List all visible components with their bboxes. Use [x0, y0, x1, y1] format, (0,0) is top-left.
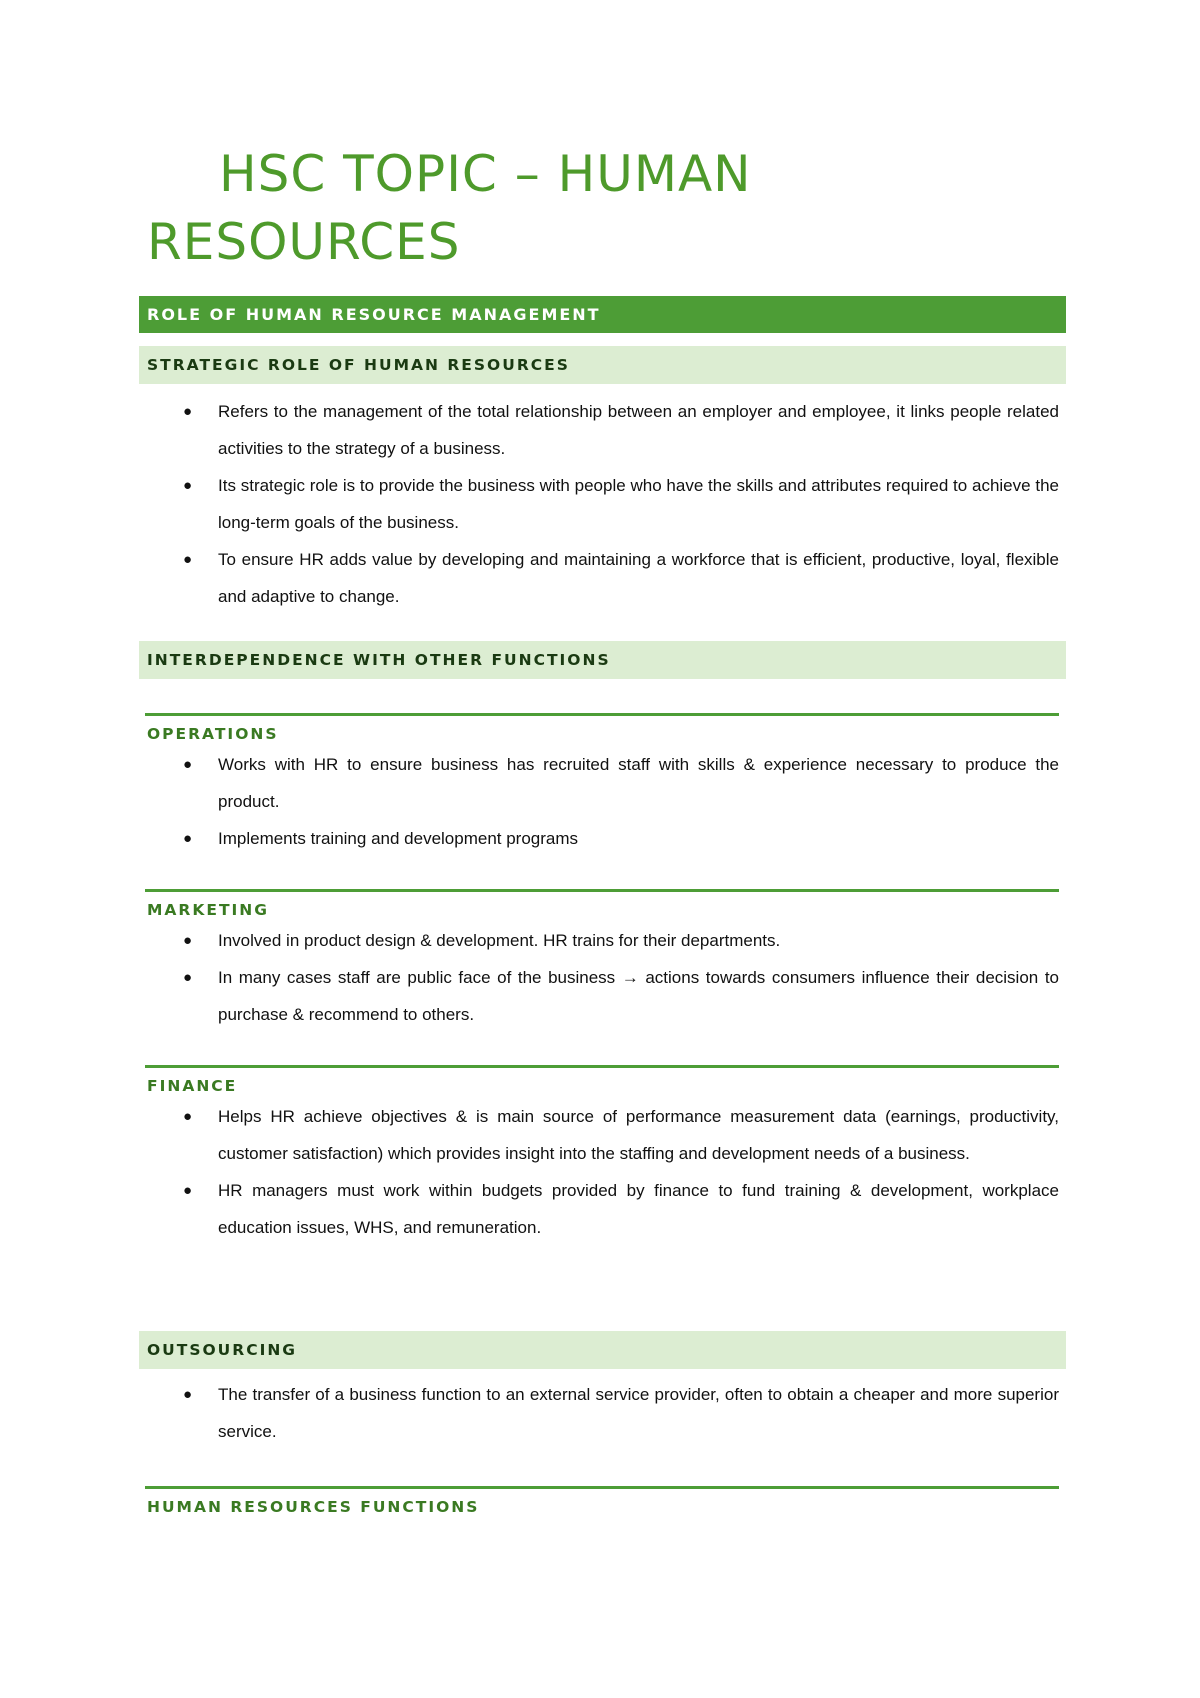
heading-hr-functions: HUMAN RESOURCES FUNCTIONS — [147, 1498, 480, 1516]
list-item: ● Refers to the management of the total relationship between an employer and employee, it links people related activities to the strategy of a business. — [180, 393, 1059, 467]
section-operations — [145, 713, 1059, 857]
list-item: ● Its strategic role is to provide the business with people who have the skills and attributes required to achieve the long-term goals of the business. — [180, 467, 1059, 541]
section-finance — [145, 1065, 1059, 1246]
bullet-icon: ● — [183, 477, 193, 494]
heading-operations: OPERATIONS — [147, 725, 279, 743]
document-title: HSC TOPIC – HUMAN RESOURCES — [147, 145, 752, 271]
bullet-icon: ● — [183, 403, 193, 420]
section-marketing — [145, 889, 1059, 1033]
heading-marketing: MARKETING — [147, 901, 269, 919]
heading-interdependence: INTERDEPENDENCE WITH OTHER FUNCTIONS — [139, 641, 1066, 679]
strategic-role-list — [180, 393, 1059, 615]
heading-role-of-hrm: ROLE OF HUMAN RESOURCE MANAGEMENT — [139, 296, 1066, 333]
list-item: ● To ensure HR adds value by developing and maintaining a workforce that is efficient, productive, loyal, flexible and adaptive to change. — [180, 541, 1059, 615]
list-item: ● Involved in product design & development. HR trains for their departments. — [180, 922, 1059, 959]
bullet-icon: ● — [183, 1182, 193, 1199]
bullet-icon: ● — [183, 932, 193, 949]
heading-finance: FINANCE — [147, 1077, 238, 1095]
list-item: ● HR managers must work within budgets provided by finance to fund training & development, workplace education issues, WHS, and remuneration. — [180, 1172, 1059, 1246]
heading-outsourcing: OUTSOURCING — [139, 1331, 1066, 1369]
bullet-icon: ● — [183, 756, 193, 773]
finance-list — [180, 1098, 1059, 1246]
outsourcing-list — [180, 1376, 1059, 1450]
heading-strategic-role: STRATEGIC ROLE OF HUMAN RESOURCES — [139, 346, 1066, 384]
list-item: ● Works with HR to ensure business has recruited staff with skills & experience necessary to produce the product. — [180, 746, 1059, 820]
marketing-list — [180, 922, 1059, 1033]
section-hr-functions — [145, 1486, 1059, 1519]
bullet-icon: ● — [183, 551, 193, 568]
list-item: ● Implements training and development programs — [180, 820, 1059, 857]
operations-list — [180, 746, 1059, 857]
list-item: ● In many cases staff are public face of the business → actions towards consumers influence their decision to purchase & recommend to others. — [180, 959, 1059, 1033]
bullet-icon: ● — [183, 1108, 193, 1125]
bullet-icon: ● — [183, 969, 193, 986]
list-item: ● The transfer of a business function to an external service provider, often to obtain a cheaper and more superior service. — [180, 1376, 1059, 1450]
bullet-icon: ● — [183, 830, 193, 847]
bullet-icon: ● — [183, 1386, 193, 1403]
list-item: ● Helps HR achieve objectives & is main source of performance measurement data (earnings, productivity, customer satisfaction) which provides insight into the staffing and development needs of a business. — [180, 1098, 1059, 1172]
